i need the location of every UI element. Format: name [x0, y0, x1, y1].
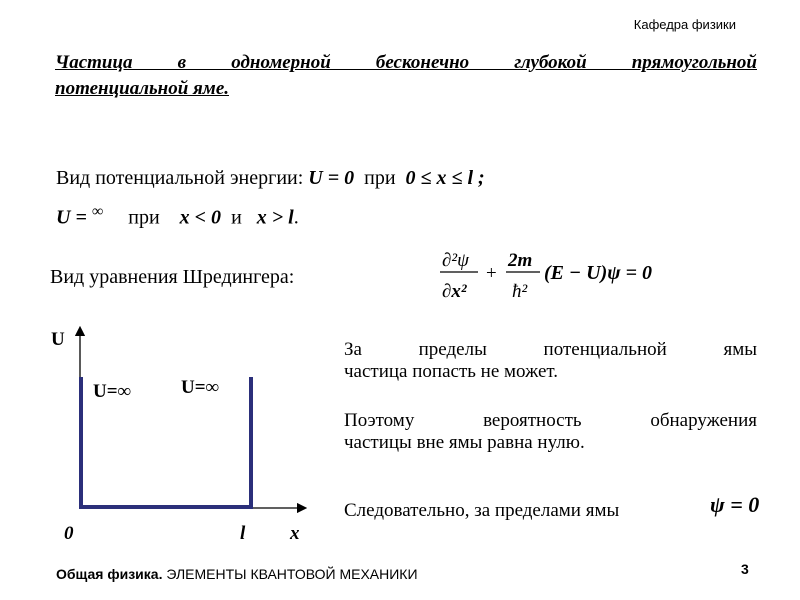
eq-plus: +: [486, 263, 497, 284]
u-zero: U = 0: [308, 167, 355, 189]
l-label: l: [240, 523, 246, 544]
psi-zero-equation: [708, 490, 778, 520]
condition-1: x < 0: [179, 206, 222, 229]
paragraph-no-escape: [344, 339, 757, 383]
eq-den-left: ∂x²: [442, 281, 467, 302]
eq-paren-expression: (E − U)ψ = 0: [544, 262, 652, 284]
and-word: и: [231, 206, 242, 229]
schrodinger-equation: [440, 242, 700, 312]
u-inf: U =: [56, 206, 87, 229]
potential-line-1: [56, 167, 485, 190]
paragraph-conclusion: Следовательно, за пределами ямы: [344, 500, 620, 521]
title-line-1: Частица в одномерной бесконечно глубокой прямоугольной: [55, 52, 757, 73]
potential-line-2: [56, 203, 299, 230]
right-wall-label: U=∞: [181, 377, 220, 398]
footer-course: [56, 566, 418, 582]
title-line-2: потенциальной яме.: [55, 78, 229, 99]
eq-num-right: 2m: [508, 250, 533, 271]
page-number: 3: [741, 561, 749, 577]
footer-course-rest: ЭЛЕМЕНТЫ КВАНТОВОЙ МЕХАНИКИ: [166, 566, 418, 582]
paragraph-probability: [344, 410, 757, 454]
slide-title: [55, 50, 757, 102]
at-word-2: при: [128, 206, 160, 229]
left-wall-label: U=∞: [93, 381, 132, 402]
range-condition: 0 ≤ x ≤ l ;: [405, 167, 485, 189]
infinity-symbol: ∞: [91, 203, 104, 220]
p1-line-1: За пределы потенциальной ямы: [344, 339, 757, 360]
condition-2: x > l: [256, 206, 294, 229]
origin-label: 0: [64, 523, 74, 544]
potential-label: Вид потенциальной энергии:: [56, 167, 304, 189]
y-axis-label: U: [51, 329, 65, 350]
p2-line-1: Поэтому вероятность обнаружения: [344, 410, 757, 431]
potential-well-graph: [50, 325, 320, 550]
eq-num-left: ∂²ψ: [442, 250, 469, 271]
x-axis-label: x: [290, 523, 300, 544]
at-word: при: [364, 167, 396, 189]
schrodinger-label: Вид уравнения Шредингера:: [50, 266, 295, 288]
period: .: [293, 206, 299, 229]
eq-den-right: ħ²: [512, 281, 528, 302]
p1-line-2: частица попасть не может.: [344, 361, 559, 382]
psi-zero-text: ψ = 0: [710, 492, 760, 517]
footer-course-bold: Общая физика.: [56, 566, 163, 582]
p2-line-2: частицы вне ямы равна нулю.: [344, 432, 585, 453]
department-label: Кафедра физики: [633, 17, 736, 32]
